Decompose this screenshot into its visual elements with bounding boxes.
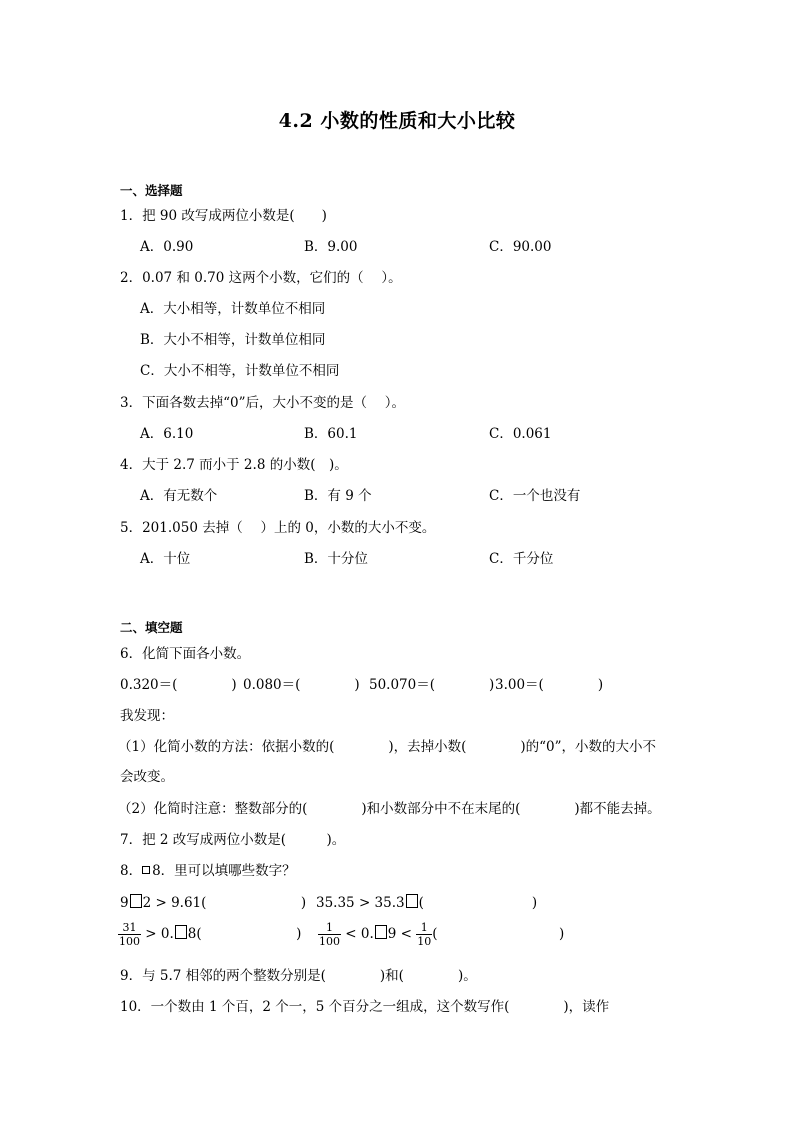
q3-option-a: A．6.10	[140, 426, 194, 442]
q6-rule-1-continued: 会改变。	[120, 769, 174, 785]
fill-box-icon	[175, 925, 187, 939]
page-title: 4.2 小数的性质和大小比较	[278, 110, 516, 132]
fraction-1-10: $\frac{1}{10}$	[417, 921, 432, 948]
section-choice-heading: 一、选择题	[120, 183, 183, 198]
q3-option-c: C．0.061	[489, 426, 552, 442]
fill-box-icon	[130, 894, 142, 908]
q8-e3-mid: > 0.	[141, 926, 174, 942]
question-10: 10．一个数由 1 个百，2 个一，5 个百分之一组成，这个数写作( )，读作	[120, 999, 610, 1015]
q8-stem-text: 8．里可以填哪些数字？	[152, 863, 296, 879]
q6-item-1: 0.320＝( )	[120, 677, 237, 693]
q3-option-b: B．60.1	[304, 426, 358, 442]
q5-option-b: B．十分位	[304, 551, 368, 567]
q8-e4-mid2: 9 <	[387, 926, 417, 942]
q6-item-4: 3.00＝( )	[495, 677, 604, 693]
question-3: 3．下面各数去掉“0”后，大小不变的是（ ）。	[120, 395, 406, 411]
q6-item-2: 0.080＝( )	[243, 677, 360, 693]
fraction-31-100: $\frac{31}{100}$	[119, 921, 140, 948]
q8-e2-post: ( )	[418, 895, 538, 911]
q5-option-c: C．千分位	[489, 551, 554, 567]
q6-rule-2: （2）化简时注意：整数部分的( )和小数部分中不在末尾的( )都不能去掉。	[118, 801, 661, 817]
q8-e1-post: 2 > 9.61( )	[142, 895, 307, 911]
blank-box-icon	[142, 866, 150, 874]
q5-option-a: A．十位	[140, 551, 191, 567]
q4-option-b: B．有 9 个	[304, 488, 372, 504]
fraction-1-100: $\frac{1}{100}$	[319, 921, 340, 948]
q6-item-3: 50.070＝( )	[369, 677, 495, 693]
q2-option-c: C．大小不相等，计数单位不相同	[140, 363, 340, 379]
q8-expression-1	[120, 894, 306, 912]
question-6: 6．化简下面各小数。	[120, 646, 251, 662]
q8-e4-mid: < 0.	[341, 926, 374, 942]
q8-e2-pre: 35.35 > 35.3	[316, 895, 405, 911]
q1-option-a: A．0.90	[140, 239, 194, 255]
q4-option-a: A．有无数个	[140, 488, 218, 504]
question-9: 9．与 5.7 相邻的两个整数分别是( )和( )。	[120, 968, 477, 984]
q8-expression-2	[316, 894, 537, 912]
q8-expression-4	[318, 920, 564, 948]
question-4: 4．大于 2.7 而小于 2.8 的小数( )。	[120, 457, 348, 473]
question-7: 7．把 2 改写成两位小数是( )。	[120, 832, 346, 848]
q1-option-c: C．90.00	[489, 239, 552, 255]
question-8	[120, 862, 296, 880]
q8-number: 8．	[120, 863, 143, 879]
q8-e1-pre: 9	[120, 895, 129, 911]
q8-e4-post: ( )	[432, 926, 565, 942]
fill-box-icon	[375, 925, 387, 939]
question-5: 5．201.050 去掉（ ）上的 0，小数的大小不变。	[120, 520, 436, 536]
fill-box-icon	[406, 894, 418, 908]
q6-discover-label: 我发现：	[120, 708, 174, 724]
q4-option-c: C．一个也没有	[489, 488, 581, 504]
section-fill-heading: 二、填空题	[120, 620, 183, 635]
q2-option-b: B．大小不相等，计数单位相同	[140, 332, 326, 348]
question-1: 1．把 90 改写成两位小数是( )	[120, 208, 327, 224]
q1-option-b: B．9.00	[304, 239, 358, 255]
q8-e3-post: 8( )	[187, 926, 302, 942]
q8-expression-3	[118, 920, 301, 948]
question-2: 2．0.07 和 0.70 这两个小数，它们的（ ）。	[120, 270, 402, 286]
q2-option-a: A．大小相等，计数单位不相同	[140, 301, 326, 317]
q6-rule-1: （1）化简小数的方法：依据小数的( )，去掉小数( )的“0”，小数的大小不	[118, 739, 657, 755]
